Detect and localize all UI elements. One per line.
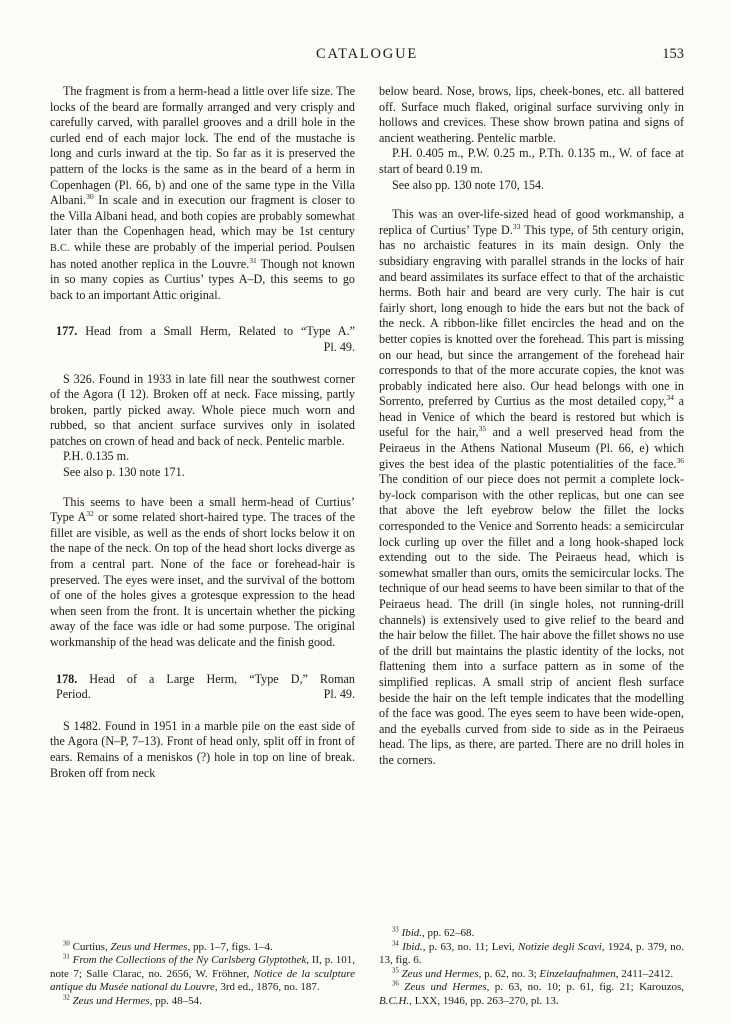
paragraph-herm-fragment: The fragment is from a herm-head a little over life size. The locks of the beard are formally arranged and very crisply and carefully carved, with parallel grooves and a drill hole in the curled end of each major lock. The end of the mustache is long and curls inward at the tip. So far as it is preserved the pattern of the locks is the same as in the beard of a herm in Copenhagen (Pl. 66, b) and one of the same type in the Villa Albani.$^{30}$ In scale and in execution our fragment is closer to the Villa Albani head, and both copies are probably somewhat later than the Copenhagen head, which may be 1st century B.C. while these are probably of the imperial period. Poulsen has noted another replica in the Louvre.$^{31}$ Though not known in so many copies as Curtius’ types A–D, this seems to go back to an important Attic original. <box>50 84 355 302</box>
text-body <box>50 84 684 1008</box>
entry-178-heading <box>50 672 355 703</box>
footnote-31: $^{31}$ From the Collections of the Ny Carlsberg Glyptothek, II, p. 101, note 7; Salle Clarac, no. 2656, W. Fröhner, Notice de la sculpture antique du Musée national du Louvre, 3rd ed., 1876, no. 187. <box>50 953 355 993</box>
running-title: CATALOGUE <box>315 46 419 62</box>
right-footnotes <box>379 919 684 1008</box>
footnote-35: $^{35}$ Zeus und Hermes, p. 62, no. 3; Einzelaufnahmen, 2411–2412. <box>392 966 674 980</box>
entry-178-heading-line1: 178. Head of a Large Herm, “Type D,” Roman <box>56 671 355 686</box>
entry-177-dimensions: P.H. 0.135 m. <box>63 449 130 464</box>
footnote-34: $^{34}$ Ibid., p. 63, no. 11; Levi, Notizie degli Scavi, 1924, p. 379, no. 13, fig. 6. <box>379 939 685 966</box>
entry-178-see-also: See also pp. 130 note 170, 154. <box>392 177 545 192</box>
entry-178-heading-line2 <box>56 687 355 703</box>
entry-177-see-also: See also p. 130 note 171. <box>63 465 185 480</box>
entry-178-heading-continuation: Period. <box>56 687 91 702</box>
entry-178-dimensions: P.H. 0.405 m., P.W. 0.25 m., P.Th. 0.135 m., W. of face at start of beard 0.19 m. <box>379 146 684 176</box>
entry-178-plate-reference: Pl. 49. <box>323 687 355 702</box>
entry-178-discussion: This was an over-life-sized head of good workmanship, a replica of Curtius’ Type D.$^{33}$ This type, of 5th century origin, has no archaistic features in its main design. Only the subsidiary engraving with parallel strands in the locks of hair and beard assimilates its surface effect to that of the archaistic herms. Both hair and beard are very curly. The hair is cut fairly short, long enough to hide the ears but not the back of the neck. A ribbon-like fillet encircles the head and on the better copies is knotted over the forehead. This part is missing on our head, but since the arrangement of the forehead hair corresponds to that of the more accurate copies, the knot was probably indicated here also. Our head belongs with one in Sorrento, preferred by Curtius as the most detailed copy,$^{34}$ a head in Venice of which the beard is restored but which is useful for the hair,$^{35}$ and a well preserved head from the Peiraeus in the Athens National Museum (Pl. 66, e) which gives the best idea of the plastic potentialities of the face.$^{36}$ The condition of our piece does not permit a complete lock-by-lock comparison with the other replicas, but one can see that above the left eyebrow below the fillet the locks corresponded to the Venice and Sorrento heads: a semicircular lock curling up over the fillet and a long hook-shaped lock extending out to the side. The Peiraeus head, which is somewhat smaller than ours, omits the semicircular locks. The technique of our head seems to have been similar to that of the Peiraeus head. The drill (in single holes, not running-drill channels) is extensively used to give relief to the beard and the hair below the fillet. The hair above the fillet shows no use of the drill but maintains the plastic identity of the locks, not flattening them into a surface pattern as in some of the simplified replicas. A small strip of ancient flesh surface beside the hair on the left temple indicates that the modelling of the face was good. The eyes seem to have been wide-open, and the eyeballs curved from side to side as in the Peiraeus head. The lips, as there, are parted. There are no drill holes in the corners. <box>379 207 684 767</box>
footnote-32: $^{32}$ Zeus und Hermes, pp. 48–54. <box>63 993 202 1007</box>
entry-178-description: S 1482. Found in 1951 in a marble pile on the east side of the Agora (N–P, 7–13). Front of head only, split off in front of ears. Remains of a meniskos (?) hole in top on line of break. Broken off from neck <box>50 718 355 780</box>
page-number: 153 <box>662 46 684 62</box>
right-column <box>379 84 684 1008</box>
footnote-30: $^{30}$ Curtius, Zeus und Hermes, pp. 1–7, figs. 1–4. <box>63 939 273 953</box>
entry-177-heading-line: 177. Head from a Small Herm, Related to “Type A.” <box>56 324 355 339</box>
entry-177-description: S 326. Found in 1933 in late fill near the southwest corner of the Agora (I 12). Broken off at neck. Face missing, partly broken, partly picked away. Whole piece much worn and rubbed, so that ancient surface survives only in isolated patches on crown of head and back of neck. Pentelic marble. <box>50 371 355 448</box>
entry-177-heading <box>50 324 355 355</box>
left-column <box>50 84 355 1008</box>
footnote-33: $^{33}$ Ibid., pp. 62–68. <box>392 926 475 939</box>
entry-177-plate-reference: Pl. 49. <box>323 339 355 354</box>
left-footnotes <box>50 933 355 1009</box>
page-header <box>50 45 684 63</box>
entry-178-description-continued: below beard. Nose, brows, lips, cheek-bones, etc. all battered off. Surface much flaked, original surface surviving only in hollows and crevices. These show brown patina and signs of ancient weathering. Pentelic marble. <box>379 84 684 145</box>
entry-177-discussion: This seems to have been a small herm-head of Curtius’ Type $A^{32}$ or some related short-haired type. The traces of the fillet are visible, as well as the ends of short locks below it on the nape of the neck. On top of the head short locks diverge as from a central part. None of the face or forehead-hair is preserved. The eyes were inset, and the survival of the bottom of one of the holes gives a grotesque expression to the head when seen from the front. It is uncertain whether the picking away of the face was idle or had some purpose. The original workmanship of the head was delicate and the finish good. <box>50 494 355 649</box>
footnote-36: $^{36}$ Zeus und Hermes, p. 63, no. 10; p. 61, fig. 21; Karouzos, B.C.H., LXX, 1946, pp. 263–270, pl. 13. <box>379 980 685 1007</box>
